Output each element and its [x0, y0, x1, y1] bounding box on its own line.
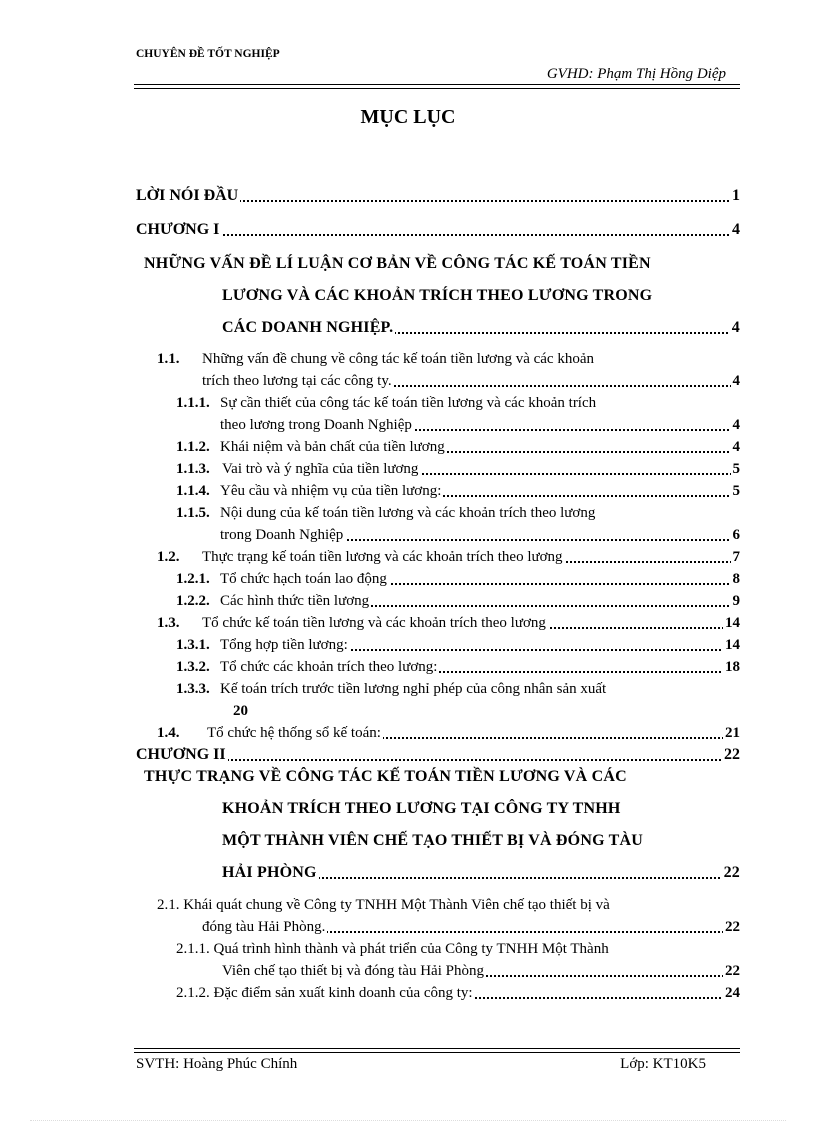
- toc-entry-chuong-1[interactable]: CHƯƠNG I 4: [136, 219, 740, 241]
- toc-section-number: 1.1.3.: [176, 461, 210, 477]
- toc-page-number: 7: [731, 546, 741, 568]
- toc-entry-1-1-line1: Những vấn đề chung về công tác kế toán tiền lương và các khoản: [202, 351, 594, 367]
- toc-section-number: 1.1.5.: [176, 505, 210, 521]
- page-title: MỤC LỤC: [360, 106, 456, 128]
- page-edge-divider: [30, 1120, 786, 1121]
- toc-page-number: 5: [731, 458, 741, 480]
- toc-section-number: 1.1.: [157, 351, 180, 367]
- footer-student: SVTH: Hoàng Phúc Chính: [136, 1056, 298, 1072]
- toc-entry-chuong-2[interactable]: CHƯƠNG II 22: [136, 744, 740, 766]
- toc-page-number: 22: [723, 960, 740, 982]
- toc-entry-1-3-2[interactable]: Tổ chức các khoản trích theo lương: 18: [220, 656, 740, 678]
- toc-section-number: 1.1.4.: [176, 483, 210, 499]
- toc-section-number: 1.3.2.: [176, 659, 210, 675]
- toc-entry-1-3[interactable]: Tổ chức kế toán tiền lương và các khoản trích theo lương 14: [202, 612, 740, 634]
- toc-chapter2-title-line2: KHOẢN TRÍCH THEO LƯƠNG TẠI CÔNG TY TNHH: [222, 800, 621, 817]
- toc-page-number: 4: [730, 317, 740, 339]
- toc-page-number: 22: [722, 744, 740, 766]
- toc-entry-2-1-1[interactable]: Viên chế tạo thiết bị và đóng tàu Hải Phòng 22: [222, 960, 740, 982]
- toc-entry-1-1-1-line1: Sự cần thiết của công tác kế toán tiền lương và các khoản trích: [220, 395, 597, 411]
- toc-entry-1-1-5-line1: Nội dung của kế toán tiền lương và các khoản trích theo lương: [220, 505, 596, 521]
- toc-section-number: 1.3.: [157, 615, 180, 631]
- toc-entry-1-2-2[interactable]: Các hình thức tiền lương 9: [220, 590, 740, 612]
- toc-page-number: 4: [730, 219, 740, 241]
- toc-entry-2-1[interactable]: đóng tàu Hải Phòng. 22: [202, 916, 740, 938]
- toc-section-number: 1.3.3.: [176, 681, 210, 697]
- toc-page-number: 1: [730, 185, 740, 207]
- toc-entry-1-3-1[interactable]: Tổng hợp tiền lương: 14: [220, 634, 740, 656]
- toc-page-number: 5: [731, 480, 741, 502]
- toc-entry-1-1[interactable]: trích theo lương tại các công ty. 4: [202, 370, 740, 392]
- page-header-right: GVHD: Phạm Thị Hồng Diệp: [546, 66, 726, 82]
- toc-section-number: 1.2.1.: [176, 571, 210, 587]
- toc-entry-1-1-1[interactable]: theo lương trong Doanh Nghiệp 4: [220, 414, 740, 436]
- toc-entry-1-1-2[interactable]: Khái niệm và bản chất của tiền lương 4: [220, 436, 740, 458]
- toc-page-number: 22: [723, 916, 740, 938]
- page-header-left: CHUYÊN ĐỀ TỐT NGHIỆP: [136, 48, 280, 60]
- toc-page-number: 4: [731, 370, 741, 392]
- toc-page-number: 4: [731, 414, 741, 436]
- toc-section-number: 1.3.1.: [176, 637, 210, 653]
- toc-section-number: 1.1.2.: [176, 439, 210, 455]
- toc-page-number: 14: [723, 634, 740, 656]
- toc-entry-2-1-1-line1: 2.1.1. Quá trình hình thành và phát triển của Công ty TNHH Một Thành: [176, 941, 609, 957]
- toc-entry-1-1-5[interactable]: trong Doanh Nghiệp 6: [220, 524, 740, 546]
- toc-page-number: 8: [731, 568, 741, 590]
- toc-entry-chapter2-title[interactable]: HẢI PHÒNG 22: [222, 862, 740, 884]
- toc-section-number: 1.2.2.: [176, 593, 210, 609]
- toc-page-number: 9: [731, 590, 741, 612]
- toc-section-number: 1.2.: [157, 549, 180, 565]
- toc-chapter1-title-line2: LƯƠNG VÀ CÁC KHOẢN TRÍCH THEO LƯƠNG TRONG: [222, 287, 653, 304]
- toc-page-number: 6: [731, 524, 741, 546]
- toc-entry-2-1-line1: 2.1. Khái quát chung về Công ty TNHH Một Thành Viên chế tạo thiết bị và: [157, 897, 610, 913]
- toc-page-number: 21: [723, 722, 740, 744]
- toc-chapter2-title-line1: THỰC TRẠNG VỀ CÔNG TÁC KẾ TOÁN TIỀN LƯƠNG VÀ CÁC: [144, 768, 627, 785]
- toc-section-number: 1.4.: [157, 725, 180, 741]
- toc-chapter1-title-line1: NHỮNG VẤN ĐỀ LÍ LUẬN CƠ BẢN VỀ CÔNG TÁC KẾ TOÁN TIỀN: [144, 255, 651, 272]
- toc-entry-1-4[interactable]: Tổ chức hệ thống sổ kế toán: 21: [207, 722, 740, 744]
- toc-page-number: 14: [723, 612, 740, 634]
- toc-section-number: 1.1.1.: [176, 395, 210, 411]
- toc-page-number: 18: [723, 656, 740, 678]
- toc-entry-1-2[interactable]: Thực trạng kế toán tiền lương và các khoản trích theo lương 7: [202, 546, 740, 568]
- toc-page-number: 4: [731, 436, 741, 458]
- toc-entry-2-1-2[interactable]: 2.1.2. Đặc điểm sản xuất kinh doanh của công ty: 24: [176, 982, 740, 1004]
- toc-chapter2-title-line3: MỘT THÀNH VIÊN CHẾ TẠO THIẾT BỊ VÀ ĐÓNG TÀU: [222, 832, 644, 849]
- toc-entry-1-1-3[interactable]: Vai trò và ý nghĩa của tiền lương 5: [222, 458, 740, 480]
- toc-page-number: 20: [233, 703, 248, 719]
- toc-entry-loi-noi-dau[interactable]: LỜI NÓI ĐẦU 1: [136, 185, 740, 207]
- footer-class: Lớp: KT10K5: [620, 1056, 706, 1072]
- footer-divider: [134, 1048, 740, 1053]
- toc-page-number: 22: [722, 862, 740, 884]
- toc-entry-1-3-3[interactable]: Kế toán trích trước tiền lương nghỉ phép của công nhân sản xuất: [220, 681, 607, 697]
- header-divider: [134, 84, 740, 89]
- toc-entry-1-2-1[interactable]: Tổ chức hạch toán lao động 8: [220, 568, 740, 590]
- toc-page-number: 24: [723, 982, 740, 1004]
- toc-entry-chapter1-title[interactable]: CÁC DOANH NGHIỆP. 4: [222, 317, 740, 339]
- toc-entry-1-1-4[interactable]: Yêu cầu và nhiệm vụ của tiền lương: 5: [220, 480, 740, 502]
